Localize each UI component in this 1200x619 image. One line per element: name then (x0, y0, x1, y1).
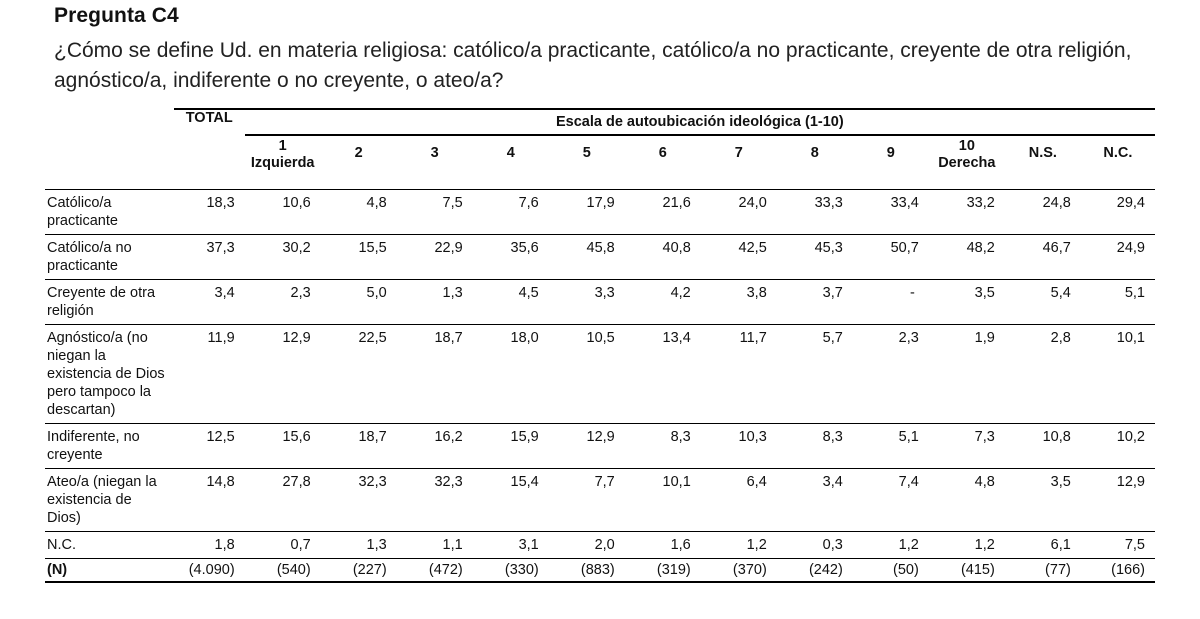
cell-value: (166) (1081, 559, 1155, 583)
cell-value: 7,3 (929, 424, 1005, 469)
header-total: TOTAL (174, 109, 245, 190)
cell-value: (415) (929, 559, 1005, 583)
cell-value: 10,6 (245, 190, 321, 235)
cell-value: 15,5 (321, 235, 397, 280)
cell-total: 11,9 (174, 325, 245, 424)
table-row (45, 424, 1155, 469)
cell-value: 1,3 (397, 280, 473, 325)
header-col: N.S. (1028, 145, 1057, 161)
table-body (45, 190, 1155, 583)
table-row (45, 280, 1155, 325)
question-text: ¿Cómo se define Ud. en materia religiosa: católico/a practicante, católico/a no practicante, creyente de otra religión, agnóstico/a, indiferente o no creyente, o ateo/a? (54, 39, 1132, 92)
header-col-number: 1 (278, 138, 287, 154)
cell-value: 3,7 (777, 280, 853, 325)
cell-value: 2,3 (245, 280, 321, 325)
row-label: Católico/a no practicante (45, 235, 174, 280)
cell-value: - (853, 280, 929, 325)
cell-value: 42,5 (701, 235, 777, 280)
header-col: 4 (506, 145, 515, 161)
header-col: N.C. (1103, 145, 1133, 161)
cell-value: 5,1 (853, 424, 929, 469)
cell-value: 1,3 (321, 532, 397, 559)
cell-value: 18,7 (321, 424, 397, 469)
cell-value: 8,3 (625, 424, 701, 469)
header-col (929, 135, 1005, 190)
cell-value: (77) (1005, 559, 1081, 583)
cell-value: (227) (321, 559, 397, 583)
cell-value: 48,2 (929, 235, 1005, 280)
cell-value: 12,9 (245, 325, 321, 424)
cell-value: 3,4 (777, 469, 853, 532)
cell-value: 0,7 (245, 532, 321, 559)
cell-value: (540) (245, 559, 321, 583)
header-col: 5 (582, 145, 591, 161)
cell-value: 27,8 (245, 469, 321, 532)
cell-value: 2,3 (853, 325, 929, 424)
cell-total: 1,8 (174, 532, 245, 559)
cell-value: 30,2 (245, 235, 321, 280)
cell-value: 4,5 (473, 280, 549, 325)
row-label: Creyente de otra religión (45, 280, 174, 325)
cell-value: 17,9 (549, 190, 625, 235)
cell-value: 5,4 (1005, 280, 1081, 325)
cell-value: 29,4 (1081, 190, 1155, 235)
cell-value: 1,6 (625, 532, 701, 559)
cell-value: 1,9 (929, 325, 1005, 424)
cell-total: 3,4 (174, 280, 245, 325)
cell-total: (4.090) (174, 559, 245, 583)
cell-value: 1,2 (701, 532, 777, 559)
cell-value: 21,6 (625, 190, 701, 235)
cell-total: 12,5 (174, 424, 245, 469)
header-col: 6 (658, 145, 667, 161)
cell-value: 33,4 (853, 190, 929, 235)
cell-value: 24,9 (1081, 235, 1155, 280)
table-row (45, 532, 1155, 559)
row-label: Agnóstico/a (no niegan la existencia de Dios pero tampoco la descartan) (45, 325, 174, 424)
table-row (45, 325, 1155, 424)
row-label: N.C. (45, 532, 174, 559)
cell-value: 33,2 (929, 190, 1005, 235)
cell-value: (242) (777, 559, 853, 583)
cell-value: 5,7 (777, 325, 853, 424)
cell-total: 18,3 (174, 190, 245, 235)
cell-value: 3,1 (473, 532, 549, 559)
cell-value: 13,4 (625, 325, 701, 424)
cell-value: 3,3 (549, 280, 625, 325)
header-scale-title: Escala de autoubicación ideológica (1-10) (245, 109, 1155, 135)
cell-value: 1,2 (929, 532, 1005, 559)
page-title: Pregunta C4 (54, 4, 179, 27)
cell-value: 3,5 (1005, 469, 1081, 532)
row-label: (N) (45, 559, 174, 583)
header-col-number: 10 (958, 138, 975, 154)
cell-total: 14,8 (174, 469, 245, 532)
cell-value: 10,1 (1081, 325, 1155, 424)
cell-value: 35,6 (473, 235, 549, 280)
cell-value: 5,0 (321, 280, 397, 325)
cell-value: 4,2 (625, 280, 701, 325)
cell-value: 45,3 (777, 235, 853, 280)
cell-value: 11,7 (701, 325, 777, 424)
cell-value: 40,8 (625, 235, 701, 280)
cell-total: 37,3 (174, 235, 245, 280)
header-col-sublabel: Izquierda (250, 155, 315, 171)
table-row (45, 235, 1155, 280)
cell-value: 2,0 (549, 532, 625, 559)
cell-value: 12,9 (549, 424, 625, 469)
cell-value: 33,3 (777, 190, 853, 235)
row-label: Ateo/a (niegan la existencia de Dios) (45, 469, 174, 532)
cell-value: 4,8 (929, 469, 1005, 532)
header-corner-lower (45, 135, 174, 190)
cell-value: 1,2 (853, 532, 929, 559)
header-col-sublabel: Derecha (938, 155, 996, 171)
cell-value: 7,5 (397, 190, 473, 235)
cell-value: 7,4 (853, 469, 929, 532)
cell-value: 22,9 (397, 235, 473, 280)
cell-value: 18,0 (473, 325, 549, 424)
table-row (45, 469, 1155, 532)
cell-value: 6,1 (1005, 532, 1081, 559)
cell-value: 24,0 (701, 190, 777, 235)
header-col: 8 (810, 145, 819, 161)
header-col: 9 (886, 145, 895, 161)
row-label: Indiferente, no creyente (45, 424, 174, 469)
cell-value: (330) (473, 559, 549, 583)
header-col: 3 (430, 145, 439, 161)
cell-value: 6,4 (701, 469, 777, 532)
table-row (45, 190, 1155, 235)
cell-value: 12,9 (1081, 469, 1155, 532)
cell-value: 50,7 (853, 235, 929, 280)
cell-value: 3,5 (929, 280, 1005, 325)
cell-value: 10,1 (625, 469, 701, 532)
cell-value: 16,2 (397, 424, 473, 469)
cell-value: 10,5 (549, 325, 625, 424)
cell-value: 2,8 (1005, 325, 1081, 424)
cell-value: 10,3 (701, 424, 777, 469)
cell-value: 10,8 (1005, 424, 1081, 469)
cell-value: (472) (397, 559, 473, 583)
cell-value: 24,8 (1005, 190, 1081, 235)
cell-value: 7,6 (473, 190, 549, 235)
cell-value: (370) (701, 559, 777, 583)
results-table (45, 108, 1155, 583)
cell-value: 18,7 (397, 325, 473, 424)
cell-value: 32,3 (321, 469, 397, 532)
header-col (245, 135, 321, 190)
cell-value: (883) (549, 559, 625, 583)
cell-value: 46,7 (1005, 235, 1081, 280)
cell-value: 45,8 (549, 235, 625, 280)
table-row (45, 559, 1155, 583)
cell-value: 4,8 (321, 190, 397, 235)
cell-value: 3,8 (701, 280, 777, 325)
cell-value: 15,9 (473, 424, 549, 469)
cell-value: 15,6 (245, 424, 321, 469)
header-col: 2 (354, 145, 363, 161)
cell-value: 7,5 (1081, 532, 1155, 559)
cell-value: (50) (853, 559, 929, 583)
cell-value: (319) (625, 559, 701, 583)
cell-value: 8,3 (777, 424, 853, 469)
cell-value: 22,5 (321, 325, 397, 424)
cell-value: 5,1 (1081, 280, 1155, 325)
header-corner (45, 109, 174, 135)
cell-value: 32,3 (397, 469, 473, 532)
cell-value: 15,4 (473, 469, 549, 532)
cell-value: 1,1 (397, 532, 473, 559)
cell-value: 7,7 (549, 469, 625, 532)
row-label: Católico/a practicante (45, 190, 174, 235)
cell-value: 0,3 (777, 532, 853, 559)
cell-value: 10,2 (1081, 424, 1155, 469)
header-col: 7 (734, 145, 743, 161)
